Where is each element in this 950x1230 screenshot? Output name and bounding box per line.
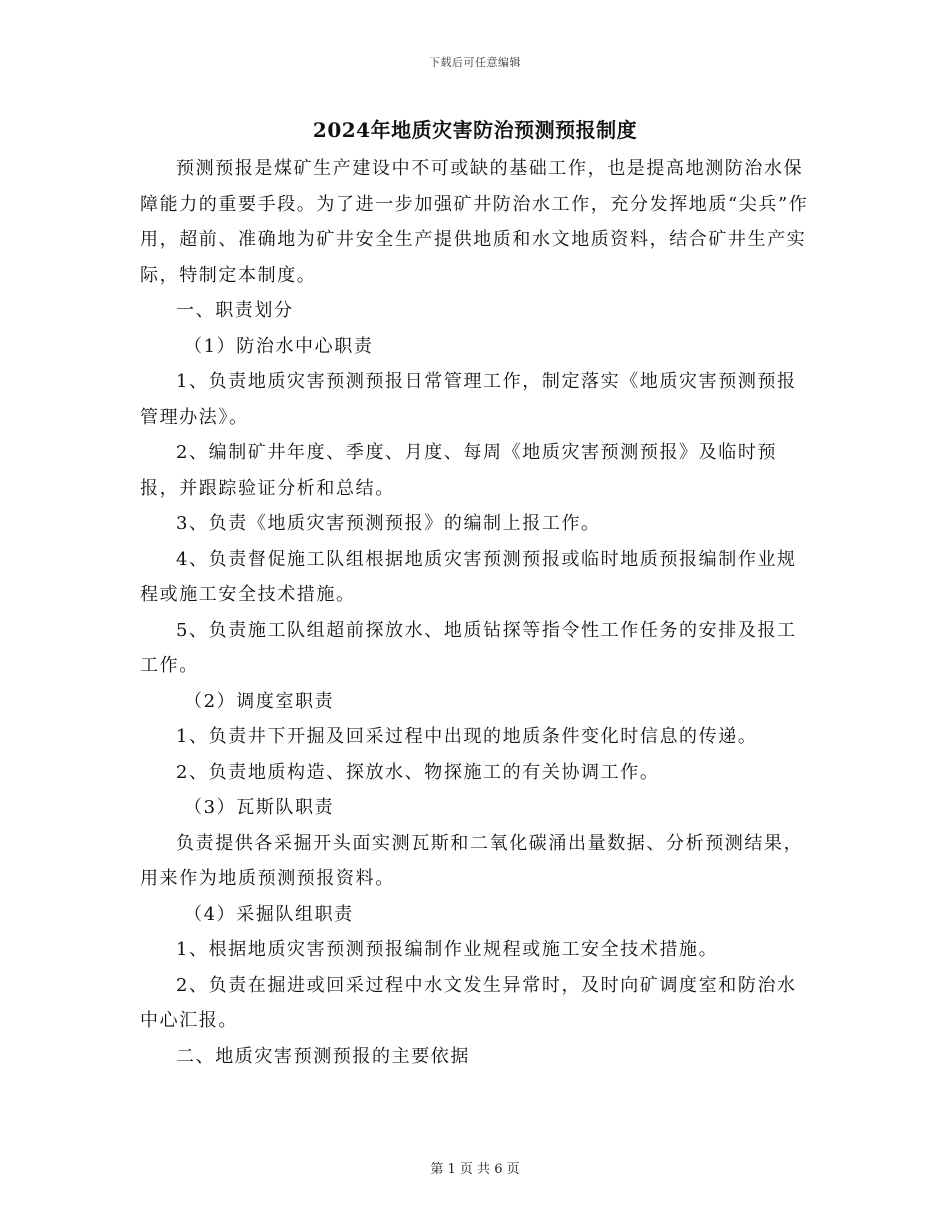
paragraph: 负责提供各采掘开头面实测瓦斯和二氧化碳涌出量数据、分析预测结果，用来作为地质预测预报资料。 — [140, 832, 804, 889]
list-item: 2、负责在掘进或回采过程中水文发生异常时，及时向矿调度室和防治水中心汇报。 — [140, 974, 797, 1031]
section-heading-2: 二、地质灾害预测预报的主要依据 — [176, 1045, 470, 1067]
subsection-heading-4: （4）采掘队组职责 — [184, 903, 354, 925]
subsection-heading-1: （1）防治水中心职责 — [184, 335, 374, 357]
page-header-note: 下载后可任意编辑 — [429, 56, 521, 69]
document-title: 2024年地质灾害防治预测预报制度 — [312, 118, 638, 142]
list-item: 1、根据地质灾害预测预报编制作业规程或施工安全技术措施。 — [176, 939, 719, 960]
list-item: 1、负责地质灾害预测预报日常管理工作，制定落实《地质灾害预测预报管理办法》。 — [140, 371, 797, 428]
list-item: 5、负责施工队组超前探放水、地质钻探等指令性工作任务的安排及报工工作。 — [140, 619, 797, 676]
list-item: 3、负责《地质灾害预测预报》的编制上报工作。 — [176, 513, 601, 534]
page-number: 第 1 页 共 6 页 — [430, 1162, 520, 1177]
document-body — [140, 151, 810, 1074]
list-item: 1、负责井下开掘及回采过程中出现的地质条件变化时信息的传递。 — [176, 726, 758, 747]
list-item: 4、负责督促施工队组根据地质灾害预测预报或临时地质预报编制作业规程或施工安全技术措施。 — [140, 548, 797, 605]
list-item: 2、负责地质构造、探放水、物探施工的有关协调工作。 — [176, 761, 660, 783]
subsection-heading-2: （2）调度室职责 — [184, 690, 335, 712]
list-item: 2、编制矿井年度、季度、月度、每周《地质灾害预测预报》及临时预报，并跟踪验证分析和总结。 — [140, 442, 778, 499]
subsection-heading-3: （3）瓦斯队职责 — [184, 797, 335, 818]
paragraph-intro: 预测预报是煤矿生产建设中不可或缺的基础工作，也是提高地测防治水保障能力的重要手段。为了进一步加强矿井防治水工作，充分发挥地质“尖兵”作用，超前、准确地为矿井安全生产提供地质和水文地质资料，结合矿井生产实际，特制定本制度。 — [140, 158, 809, 286]
section-heading-1: 一、职责划分 — [176, 300, 294, 321]
